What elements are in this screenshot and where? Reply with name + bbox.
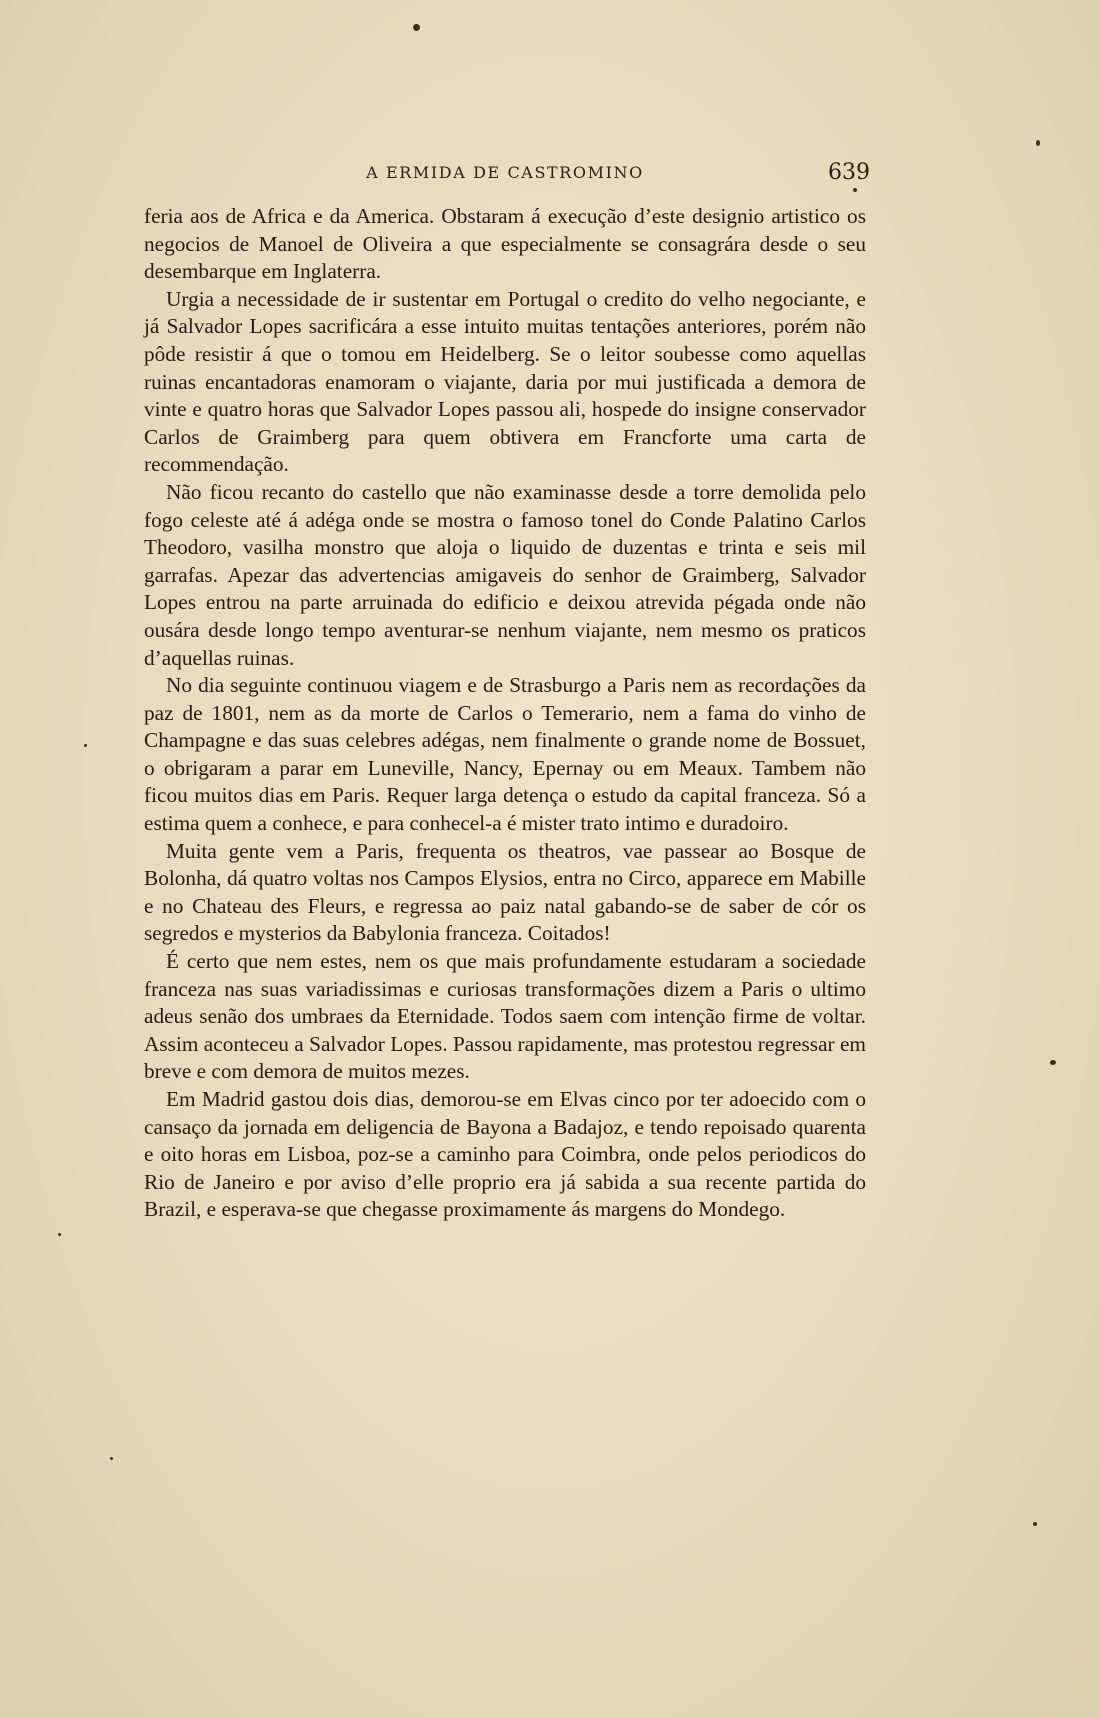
ink-speck xyxy=(413,24,420,31)
paragraph: Não ficou recanto do castello que não examinasse desde a torre demolida pelo fogo celeste até á adéga onde se mostra o famoso tonel do Conde Palatino Carlos Theodoro, vasilha monstro que aloja o liquido de duzentas e trinta e seis mil garrafas. Apezar das advertencias amigaveis do senhor de Graimberg, Salvador Lopes entrou na parte arruinada do edificio e deixou atrevida pégada onde não ousára desde longo tempo aventurar-se nenhum viajante, nem mesmo os praticos d’aquellas ruinas. xyxy=(144,479,866,670)
paragraph: feria aos de Africa e da America. Obstaram á execução d’este designio artistico os negocios de Manoel de Oliveira a que especialmente se consagrára desde o seu desembarque em Inglaterra. xyxy=(144,204,866,284)
body-text xyxy=(144,203,866,1224)
paragraph: É certo que nem estes, nem os que mais profundamente estudaram a sociedade franceza nas suas variadissimas e curiosas transformações dizem a Paris o ultimo adeus senão dos umbraes da Eternidade. Todos saem com intenção firme de voltar. Assim aconteceu a Salvador Lopes. Passou rapidamente, mas protestou regressar em breve e com demora de muitos mezes. xyxy=(144,949,866,1084)
ink-speck xyxy=(84,744,87,747)
paragraph: Em Madrid gastou dois dias, demorou-se em Elvas cinco por ter adoecido com o cansaço da jornada em deligencia de Bayona a Badajoz, e tendo repoisado quarenta e oito horas em Lisboa, poz-se a caminho para Coimbra, onde pelos periodicos do Rio de Janeiro e por aviso d’elle proprio era já sabida a sua recente partida do Brazil, e esperava-se que chegasse proximamente ás margens do Mondego. xyxy=(144,1087,866,1222)
ink-speck xyxy=(1050,1060,1056,1065)
page-number: 639 xyxy=(828,160,870,185)
ink-speck xyxy=(1033,1522,1037,1526)
paragraph: Muita gente vem a Paris, frequenta os theatros, vae passear ao Bosque de Bolonha, dá quatro voltas nos Campos Elysios, entra no Circo, apparece em Mabille e no Chateau des Fleurs, e regressa ao paiz natal gabando-se de saber de cór os segredos e mysterios da Babylonia franceza. Coitados! xyxy=(144,838,866,946)
ink-speck xyxy=(1036,140,1040,146)
ink-speck xyxy=(110,1457,113,1460)
paragraph: Urgia a necessidade de ir sustentar em Portugal o credito do velho negociante, e já Salvador Lopes sacrificára a esse intuito muitas tentações anteriores, porém não pôde resistir á que o tomou em Heidelberg. Se o leitor soubesse como aquellas ruinas encantadoras enamoram o viajante, daria por mui justificada a demora de vinte e quatro horas que Salvador Lopes passou ali, hospede do insigne conservador Carlos de Graimberg para quem obtivera em Francforte uma carta de recommendação. xyxy=(144,286,866,477)
running-title: A ERMIDA DE CASTROMINO xyxy=(366,163,644,182)
page-header xyxy=(140,160,870,190)
paragraph: No dia seguinte continuou viagem e de Strasburgo a Paris nem as recordações da paz de 1801, nem as da morte de Carlos o Temerario, nem a fama do vinho de Champagne e das suas celebres adégas, nem finalmente o grande nome de Bossuet, o obrigaram a parar em Luneville, Nancy, Epernay ou em Meaux. Tambem não ficou muitos dias em Paris. Requer larga detença o estudo da capital franceza. Só a estima quem a conhece, e para conhecel-a é mister trato intimo e duradoiro. xyxy=(144,673,866,836)
ink-speck xyxy=(58,1233,61,1236)
